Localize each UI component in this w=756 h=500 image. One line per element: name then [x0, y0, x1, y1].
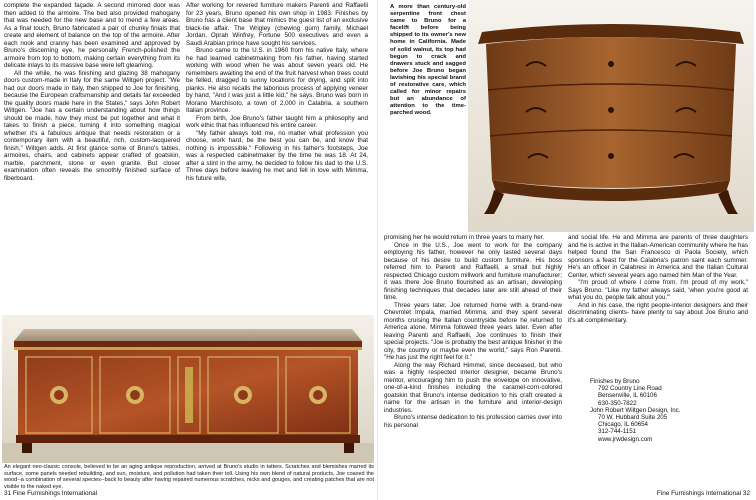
- console-photo: [2, 315, 374, 463]
- paragraph: "I'm proud of where I come from. I'm proud of my work," Says Bruno. "Like my father always said, 'when you're good at what you do, people talk about you.'": [568, 279, 748, 301]
- paragraph: Three years later, Joe returned home with a brand-new Chevrolet Impala, married Mimma, and they spent several months cruising the Italian countryside before he returned to America alone. Mimma followed three years later. Even after leaving Parenti and Raffaelli, Joe continues to finish their special projects. "Joe is probably the best antique finisher in the city, the country or maybe even the world," says Ron Parenti. "He has just the right feel for it.": [384, 301, 562, 361]
- paragraph: and social life. He and Mimma are parents of three daughters and he is active in the Italian-American community where he has helped found the San Francesco di Paola Society, which sponsors a feast for the Calabria's patron saint each summer. He's an officer in Calabresi in America and the Italian Cultural Center, which several years ago named him Man of the Year.: [568, 234, 748, 279]
- business-phone: 630-350-7822: [598, 399, 637, 407]
- neoclassic-console-image: [2, 315, 374, 463]
- serpentine-chest-image: [468, 0, 754, 232]
- paragraph: complete the expanded façade. A second mirrored door was then added to the armoire. The bed also provided mahogany that was needed for the new base and to mend a few areas. As a final touch, Bruno fabricated a pair of chunky finials that create and element of balance on the top of the armoire. After each nook and cranny has been examined and approved by Bruno's discerning eye, he personally French-polished the armoire from top to bottom, making certain everything from its delicate inlays to its massive base were left gleaming.: [4, 2, 180, 69]
- chest-photo: [468, 0, 754, 232]
- paragraph: Along the way Richard Himmel, since deceased, but who was a highly respected interior designer, became Bruno's mentor, encouraging him to push the envelope on innovative, one-of-a-kind finishes including the caramel-corn-colored goatskin that Bruno's intense dedication to his craft created a name for the artisan in the furniture and interior-design industries.: [384, 361, 562, 414]
- designer-name: John Robert Wiltgen Design, Inc.: [590, 406, 681, 414]
- paragraph: And in his case, the right people-interior designers and their discriminating clients- have plenty to say about Joe Bruno and it's all complimentary.: [568, 301, 748, 324]
- right-column-2: [568, 234, 748, 374]
- paragraph: Bruno came to the U.S. in 1960 from his native Italy, where he had learned cabinetmaking from his father, having started working with wood when he was about seven years old. He remembers awaiting the end of the fruit harvest when trees could be felled, dragged to sunny locations for drying, and split into planks. He also recalls the laborious process of applying veneer by hand, "And I was just a little kid," he says. Bruno was born in Morano Marchisoto, a town of 2,000 in Calabria, a southern Italian province.: [186, 47, 368, 114]
- paragraph: All the while, he was finishing and glazing 38 mahogany doors custom-made in Italy for the same Wiltgen project. "We had our doors made in Italy, then shipped to Joe for finishing, because the European craftsmanship and details far exceeded the quality doors made here in the States," says John Robert Wiltgen. "Joe has a certain understanding about how things should be made, how they must be put together and what it takes to finish a piece, turning it into something magical whether it's a fabulous antique that needs restoration or a contemporary item with a beautiful, rich, custom-lacquered finish," Wiltgen adds. At first glance some of Bruno's tables, armoires, chairs, and cabinets appear crafted of goatskin, marble, parchment, stone or even granite. But closer examination often reveals the smoothly finished surface of fiberboard.: [4, 69, 180, 182]
- page-number: 31 Fine Furnishings International: [4, 490, 98, 497]
- paragraph: Once in the U.S., Joe went to work for the company employing his father, however he only lasted several days because of his desire to build custom furniture. His boss referred him to Parenti and Raffaelli, a small but highly respected Chicago custom millwork and furniture manufacturer; it was there Joe Bruno flourished as an artisan, developing finishing techniques that decades later are still ahead of their time.: [384, 241, 562, 301]
- paragraph: "My father always told me, no matter what profession you choose, work hard, be the best you can be, and know that nothing is impossible." Following in his father's footsteps, Joe was a respected cabinetmaker by the time he was 18. At 24, after a stint in the army, he decided to follow his dad to the U.S. Three days before leaving he met and fell in love with Mimma, his future wife,: [186, 129, 368, 182]
- designer-city: Chicago, IL 60654: [598, 421, 648, 429]
- page-number: Fine Furnishings International 32: [656, 490, 750, 497]
- designer-phone: 312-744-1151: [598, 428, 637, 436]
- paragraph: After working for revered furniture makers Parenti and Raffaelli for 23 years, Bruno opened his own shop in 1983. Finishes by Bruno has a client base that mimics the guest list of an exclusive black-tie affair. The Wrigley (chewing gum) family, Michael Jordan, Oprah Winfrey, Fortune 500 executives and even a Saudi Arabian prince have sought his services.: [186, 2, 368, 47]
- business-name: Finishes by Bruno: [590, 378, 640, 385]
- paragraph: Bruno's intense dedication to his profession carries over into his personal: [384, 414, 562, 429]
- right-page: [378, 0, 756, 500]
- console-caption: An elegant neo-classic console, believed to be an aging antique reproduction, arrived at Bruno's studio in tatters. Scratches and blemishes marred its surface, some panels needed rebuilding, and sun, moisture, and pollution had taken their toll. Using his own blend of natural products, Joe coaxed the wood--a combination of several species--back to beauty after having repaired numerous scratches, nicks and gouges, and creating patches that are not visible to the naked eye.: [4, 464, 374, 490]
- designer-address: 70 W. Hubbard Suite 205: [598, 414, 668, 422]
- designer-website: www.jrwdesign.com: [598, 435, 653, 443]
- chest-caption: A more than century-old serpentine front chest came to Bruno for a facelift before being shipped to its owner's new home in California. Made of solid walnut, its top had begun to crack and drawers stuck and sagged before Joe Bruno began lavishing his special brand of restorative care, which called for minor repairs but an abundance of attention to the time-parched wood.: [390, 4, 466, 117]
- left-column-2: [186, 2, 368, 314]
- business-address: 792 Country Line Road: [598, 385, 662, 393]
- paragraph: From birth, Joe Bruno's father taught him a philosophy and work ethic that has influenced his entire career.: [186, 114, 368, 129]
- business-city: Bensenville, IL 60106: [598, 392, 657, 400]
- right-column-1: [384, 234, 562, 466]
- left-column-1: [4, 2, 180, 314]
- paragraph: promising her he would return in three years to marry her.: [384, 234, 545, 241]
- resource-credits: [590, 378, 750, 443]
